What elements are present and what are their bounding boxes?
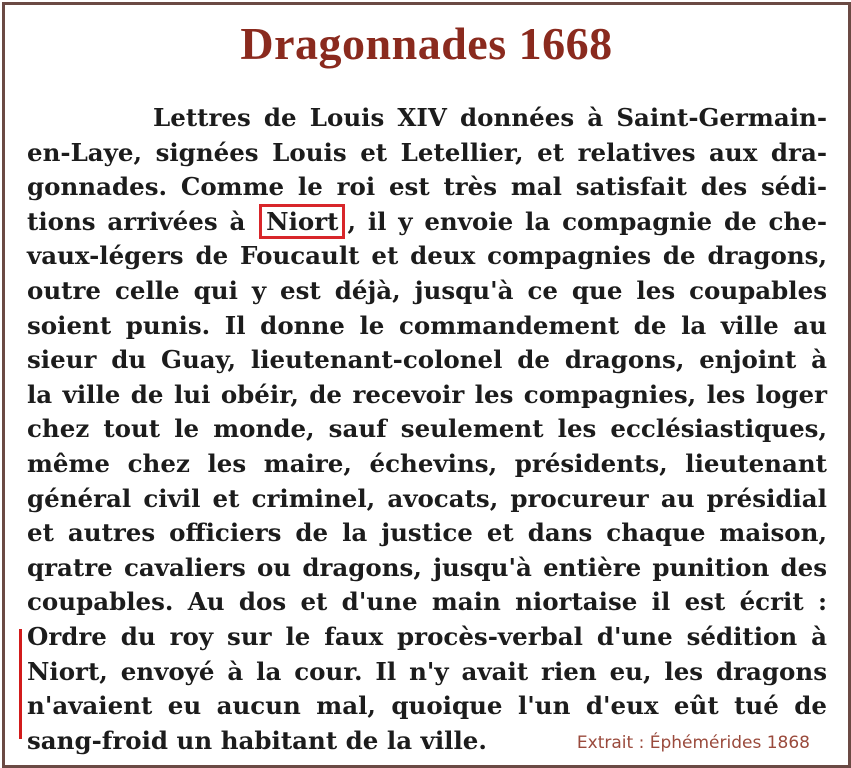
text-line: Lettres de Louis XIV données à Saint-Germain-	[153, 103, 827, 132]
text-line: en-Laye, signées Louis et Letellier, et relatives aux dra-	[27, 137, 827, 167]
page-title: Dragonnades 1668	[240, 18, 613, 69]
text-line: chez tout le monde, sauf seulement les ecclésiastiques,	[27, 414, 827, 444]
text-line: Ordre du roy sur le faux procès-verbal d'une sédition à	[27, 621, 827, 651]
text-line: Niort, envoyé à la cour. Il n'y avait rien eu, les dragons	[27, 656, 827, 686]
text-line: la ville de lui obéir, de recevoir les compagnies, les loger	[27, 379, 827, 409]
text-segment: , il y envoie la compagnie de che-	[347, 206, 827, 236]
text-line: gonnades. Comme le roi est très mal satisfait des sédi-	[27, 172, 827, 202]
document-text	[27, 101, 827, 758]
source-caption: Extrait : Éphémérides 1868	[576, 733, 810, 753]
text-line: sieur du Guay, lieutenant-colonel de dragons, enjoint à	[27, 345, 827, 375]
text-line: soient punis. Il donne le commandement de la ville au	[27, 310, 827, 340]
text-line: général civil et criminel, avocats, procureur au présidial	[27, 483, 827, 513]
text-line: qratre cavaliers ou dragons, jusqu'à entière punition des	[27, 552, 827, 582]
highlighted-word-niort: Niort	[259, 204, 345, 239]
text-line: sang-froid un habitant de la ville.	[27, 725, 487, 755]
text-line: même chez les maire, échevins, présidents, lieutenant	[27, 448, 827, 478]
text-line: vaux-légers de Foucault et deux compagnies de dragons,	[27, 241, 827, 271]
text-segment: tions arrivées à	[27, 206, 246, 236]
text-line-highlighted	[27, 205, 827, 240]
text-line: n'avaient eu aucun mal, quoique l'un d'eux eût tué de	[27, 691, 827, 721]
text-line: coupables. Au dos et d'une main niortaise il est écrit :	[27, 587, 827, 617]
text-line: outre celle qui y est déjà, jusqu'à ce que les coupables	[27, 275, 827, 305]
margin-marker-line	[19, 629, 22, 739]
text-line: et autres officiers de la justice et dans chaque maison,	[27, 518, 827, 548]
document-frame	[2, 2, 851, 768]
